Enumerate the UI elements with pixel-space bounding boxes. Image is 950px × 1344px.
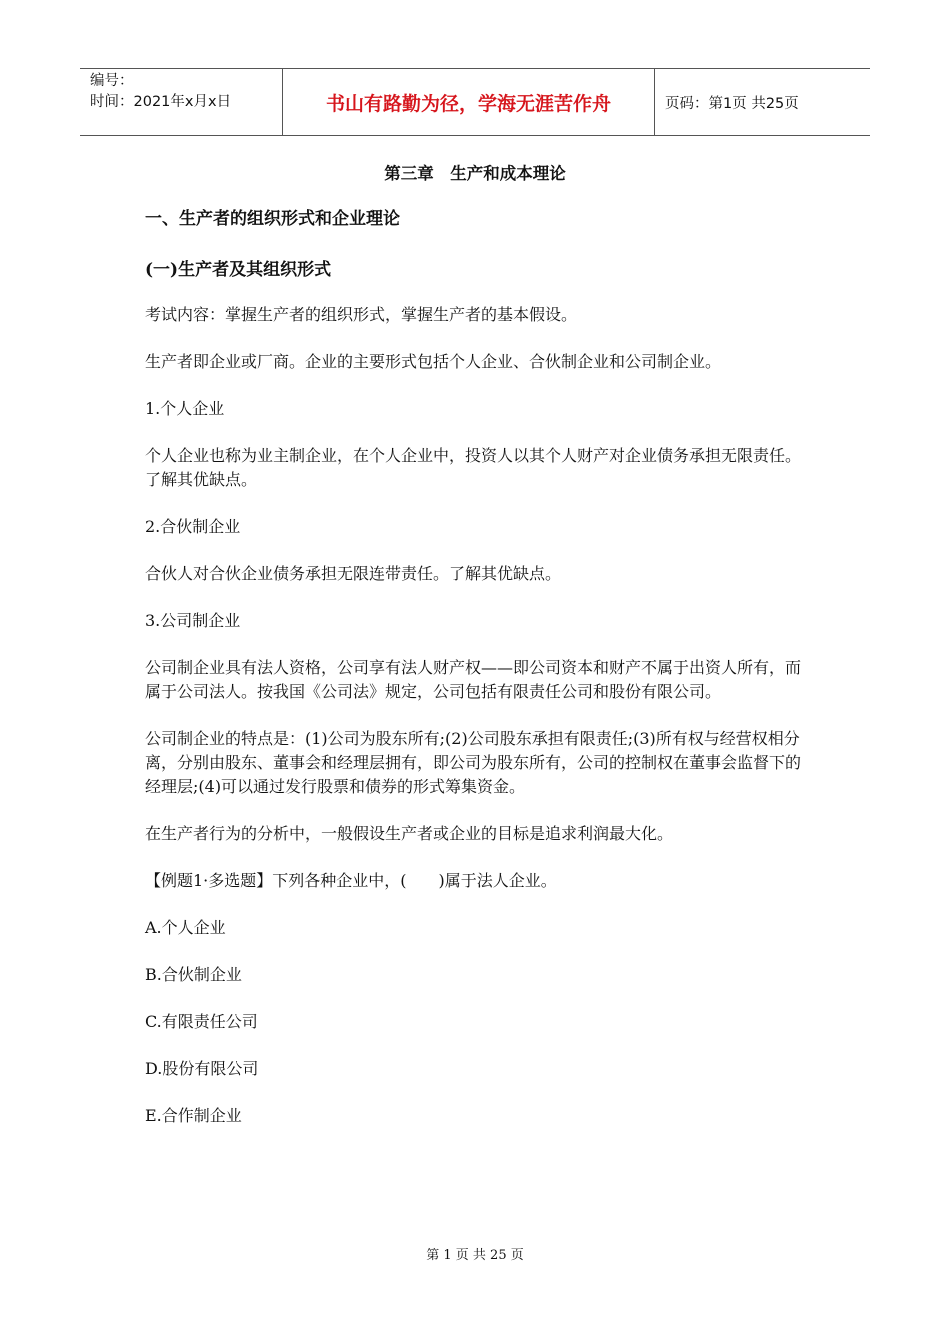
paragraph-exam-content: 考试内容：掌握生产者的组织形式，掌握生产者的基本假设。 <box>145 305 578 324</box>
item-heading-individual: 1.个人企业 <box>145 399 225 418</box>
page-header <box>80 68 870 136</box>
option-c: C.有限责任公司 <box>145 1012 258 1031</box>
page-footer: 第 1 页 共 25 页 <box>426 1248 524 1263</box>
option-d: D.股份有限公司 <box>145 1059 259 1078</box>
chapter-title: 第三章 生产和成本理论 <box>384 164 566 183</box>
header-meta <box>80 69 282 135</box>
paragraph-corporation-features: 公司制企业的特点是：(1)公司为股东所有;(2)公司股东承担有限责任;(3)所有权与经营权相分离，分别由股东、董事会和经理层拥有，即公司为股东所有，公司的控制权在董事会监督下的经理层;(4)可以通过发行股票和债券的形式筹集资金。 <box>145 729 802 796</box>
item-heading-corporation: 3.公司制企业 <box>145 611 241 630</box>
section-heading: 一、生产者的组织形式和企业理论 <box>145 209 400 229</box>
time-label: 时间：2021年x月x日 <box>90 94 232 110</box>
paragraph-partnership: 合伙人对合伙企业债务承担无限连带责任。了解其优缺点。 <box>145 564 562 583</box>
option-b: B.合伙制企业 <box>145 965 242 984</box>
option-a: A.个人企业 <box>145 918 226 937</box>
subsection-heading: (一)生产者及其组织形式 <box>145 260 332 280</box>
option-e: E.合作制企业 <box>145 1106 242 1125</box>
code-label: 编号： <box>90 73 134 89</box>
header-page-number: 页码：第1页 共25页 <box>665 95 799 112</box>
item-heading-partnership: 2.合伙制企业 <box>145 517 241 536</box>
document-body <box>145 150 810 1128</box>
paragraph-producer: 生产者即企业或厂商。企业的主要形式包括个人企业、合伙制企业和公司制企业。 <box>145 352 722 371</box>
paragraph-individual: 个人企业也称为业主制企业，在个人企业中，投资人以其个人财产对企业债务承担无限责任。了解其优缺点。 <box>145 446 802 489</box>
question-text: 【例题1·多选题】下列各种企业中，( )属于法人企业。 <box>145 871 557 890</box>
paragraph-profit: 在生产者行为的分析中，一般假设生产者或企业的目标是追求利润最大化。 <box>145 824 674 843</box>
paragraph-corporation: 公司制企业具有法人资格，公司享有法人财产权——即公司资本和财产不属于出资人所有，而属于公司法人。按我国《公司法》规定，公司包括有限责任公司和股份有限公司。 <box>145 658 802 701</box>
header-motto: 书山有路勤为径，学海无涯苦作舟 <box>282 69 655 135</box>
